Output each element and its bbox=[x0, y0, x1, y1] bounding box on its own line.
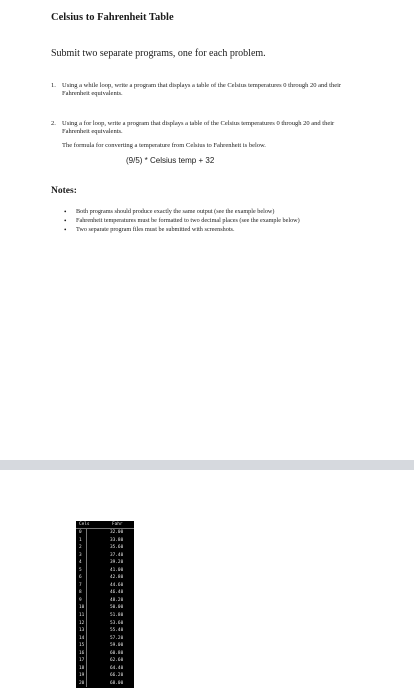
table-row bbox=[76, 567, 134, 575]
fahrenheit-cell: 33.80 bbox=[110, 537, 124, 543]
table-row bbox=[76, 604, 134, 612]
note-text: Fahrenheit temperatures must be formatted to two decimal places (see the example below) bbox=[76, 217, 300, 224]
table-row bbox=[76, 635, 134, 643]
celsius-cell: 5 bbox=[79, 567, 82, 573]
celsius-cell: 13 bbox=[79, 628, 85, 634]
celsius-cell: 9 bbox=[79, 597, 82, 603]
celsius-cell: 12 bbox=[79, 620, 85, 626]
fahrenheit-cell: 62.60 bbox=[110, 658, 124, 664]
header-fahrenheit: Fahr bbox=[112, 522, 123, 527]
problem-text: Using a for loop, write a program that displays a table of the Celsius temperatures 0 through 20 and their Fahrenheit equivalents. bbox=[62, 120, 335, 136]
table-row bbox=[76, 597, 134, 605]
table-row bbox=[76, 529, 134, 537]
table-row bbox=[76, 544, 134, 552]
note-item bbox=[62, 217, 362, 225]
celsius-cell: 16 bbox=[79, 650, 85, 656]
table-row bbox=[76, 559, 134, 567]
fahrenheit-cell: 35.60 bbox=[110, 545, 124, 551]
table-row bbox=[76, 612, 134, 620]
fahrenheit-cell: 55.40 bbox=[110, 628, 124, 634]
table-row bbox=[76, 680, 134, 688]
page-subtitle: Submit two separate programs, one for each problem. bbox=[51, 48, 266, 59]
page-title: Celsius to Fahrenheit Table bbox=[51, 12, 174, 23]
table-row bbox=[76, 552, 134, 560]
fahrenheit-cell: 51.80 bbox=[110, 613, 124, 619]
fahrenheit-cell: 68.00 bbox=[110, 680, 124, 686]
example-area bbox=[0, 470, 414, 700]
fahrenheit-cell: 59.00 bbox=[110, 643, 124, 649]
fahrenheit-cell: 42.80 bbox=[110, 575, 124, 581]
celsius-cell: 7 bbox=[79, 582, 82, 588]
fahrenheit-cell: 32.00 bbox=[110, 530, 124, 535]
fahrenheit-cell: 53.60 bbox=[110, 620, 124, 626]
fahrenheit-cell: 46.40 bbox=[110, 590, 124, 596]
celsius-cell: 19 bbox=[79, 673, 85, 679]
problem-text: Using a while loop, write a program that displays a table of the Celsius temperatures 0 through 20 and their Fahrenheit equivalents. bbox=[62, 82, 342, 98]
table-row bbox=[76, 537, 134, 545]
fahrenheit-cell: 66.20 bbox=[110, 673, 124, 679]
celsius-cell: 8 bbox=[79, 590, 82, 596]
table-row bbox=[76, 627, 134, 635]
celsius-cell: 2 bbox=[79, 545, 82, 551]
formula-intro: The formula for converting a temperature from Celsius to Fahrenheit is below. bbox=[62, 142, 266, 149]
fahrenheit-cell: 64.40 bbox=[110, 665, 124, 671]
note-text: Two separate program files must be submitted with screenshots. bbox=[76, 226, 235, 233]
fahrenheit-cell: 37.40 bbox=[110, 552, 124, 558]
notes-list bbox=[62, 208, 362, 235]
bullet-icon: • bbox=[64, 226, 67, 234]
celsius-cell: 4 bbox=[79, 560, 82, 566]
notes-heading: Notes: bbox=[51, 186, 77, 196]
celsius-cell: 0 bbox=[79, 530, 82, 535]
table-rows bbox=[76, 529, 134, 687]
fahrenheit-cell: 50.00 bbox=[110, 605, 124, 611]
note-item bbox=[62, 226, 362, 234]
celsius-cell: 10 bbox=[79, 605, 85, 611]
celsius-cell: 14 bbox=[79, 635, 85, 641]
celsius-cell: 3 bbox=[79, 552, 82, 558]
table-row bbox=[76, 574, 134, 582]
fahrenheit-cell: 57.20 bbox=[110, 635, 124, 641]
celsius-cell: 11 bbox=[79, 613, 85, 619]
table-row bbox=[76, 620, 134, 628]
problem-number: 1. bbox=[51, 82, 56, 89]
fahrenheit-cell: 41.00 bbox=[110, 567, 124, 573]
table-row bbox=[76, 657, 134, 665]
problem-number: 2. bbox=[51, 120, 56, 127]
table-row bbox=[76, 582, 134, 590]
bullet-icon: • bbox=[64, 217, 67, 225]
example-output-screenshot bbox=[76, 521, 134, 688]
page-divider bbox=[0, 460, 414, 470]
bullet-icon: • bbox=[64, 208, 67, 216]
table-row bbox=[76, 665, 134, 673]
formula: (9/5) * Celsius temp + 32 bbox=[126, 156, 215, 165]
celsius-cell: 6 bbox=[79, 575, 82, 581]
fahrenheit-cell: 39.20 bbox=[110, 560, 124, 566]
fahrenheit-cell: 44.60 bbox=[110, 582, 124, 588]
table-row bbox=[76, 650, 134, 658]
celsius-cell: 1 bbox=[79, 537, 82, 543]
note-item bbox=[62, 208, 362, 216]
note-text: Both programs should produce exactly the same output (see the example below) bbox=[76, 208, 275, 215]
table-row bbox=[76, 642, 134, 650]
header-celsius: Cels bbox=[79, 522, 90, 527]
fahrenheit-cell: 60.80 bbox=[110, 650, 124, 656]
celsius-cell: 15 bbox=[79, 643, 85, 649]
table-row bbox=[76, 672, 134, 680]
celsius-cell: 17 bbox=[79, 658, 85, 664]
celsius-cell: 18 bbox=[79, 665, 85, 671]
celsius-cell: 20 bbox=[79, 680, 85, 686]
table-row bbox=[76, 589, 134, 597]
fahrenheit-cell: 48.20 bbox=[110, 597, 124, 603]
